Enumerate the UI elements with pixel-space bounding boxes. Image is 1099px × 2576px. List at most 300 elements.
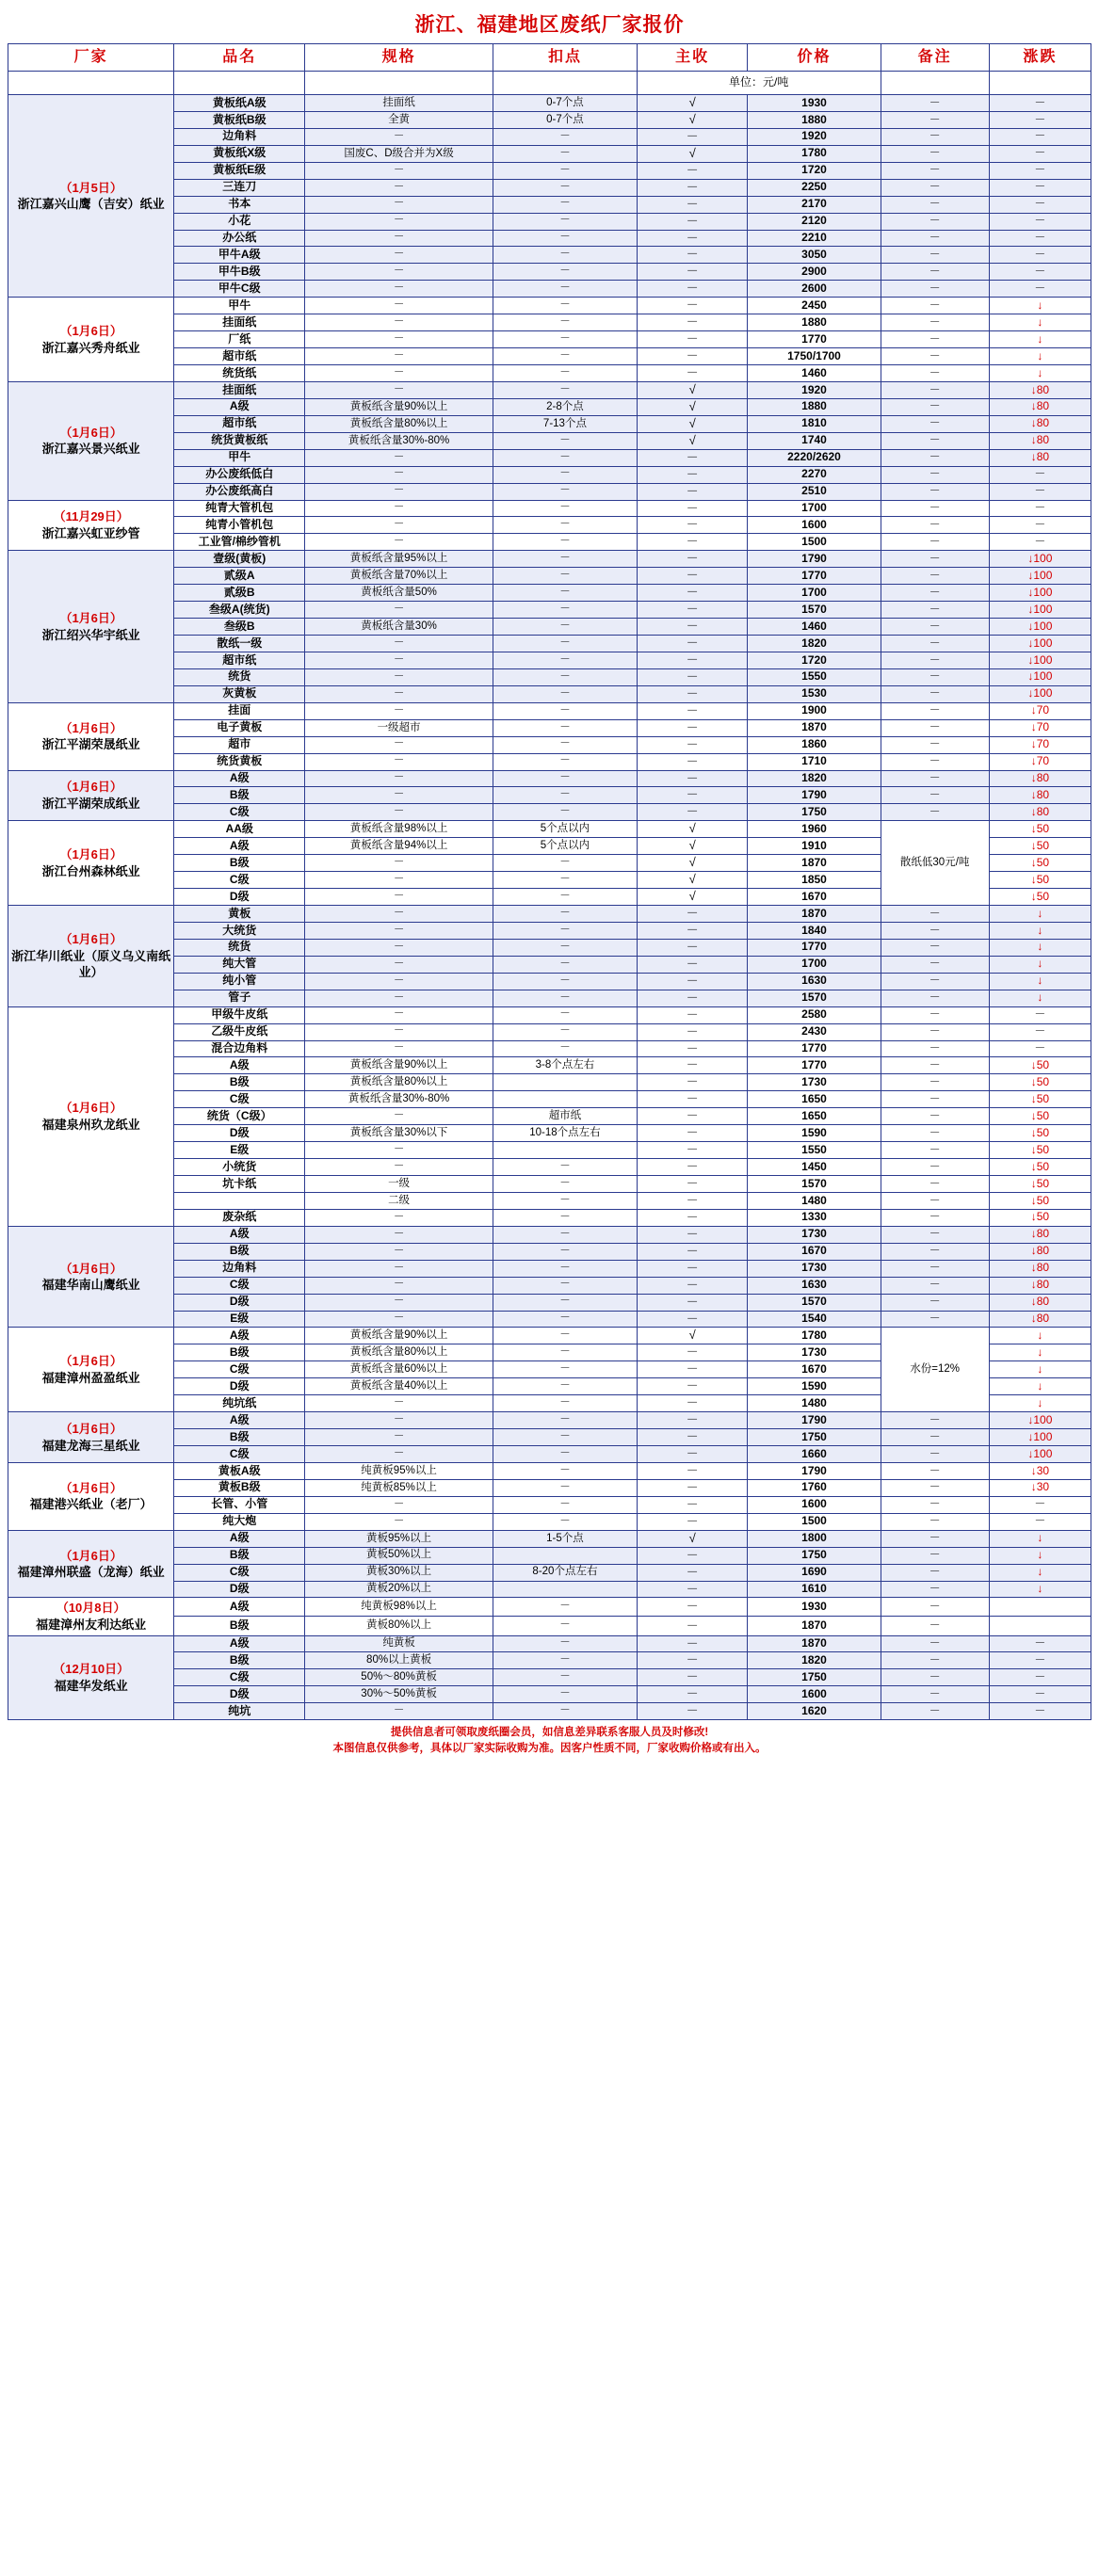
price-value: 1760 (748, 1479, 881, 1496)
product-name: A级 (174, 1412, 305, 1429)
change-value: ↓ (989, 922, 1091, 939)
deduction-value: － (493, 1361, 638, 1378)
main-collect-flag: － (637, 551, 748, 568)
note-cell: － (881, 348, 989, 365)
main-collect-flag: － (637, 1395, 748, 1412)
note-cell: － (881, 719, 989, 736)
note-cell: － (881, 432, 989, 449)
change-value: － (989, 1703, 1091, 1720)
note-cell: － (881, 753, 989, 770)
main-collect-flag: － (637, 196, 748, 213)
factory-cell (8, 381, 174, 500)
product-spec: － (305, 1311, 493, 1328)
price-value: 1700 (748, 585, 881, 602)
main-collect-flag: － (637, 298, 748, 314)
product-name: 超市纸 (174, 652, 305, 668)
factory-cell (8, 500, 174, 551)
product-name: D级 (174, 1686, 305, 1703)
note-cell: － (881, 1192, 989, 1209)
deduction-value: － (493, 770, 638, 787)
main-collect-flag: － (637, 1260, 748, 1277)
note-cell: － (881, 111, 989, 128)
product-name: 长管、小管 (174, 1496, 305, 1513)
note-cell: － (881, 95, 989, 112)
main-collect-flag: － (637, 1361, 748, 1378)
table-row (8, 702, 1091, 719)
price-value: 1590 (748, 1125, 881, 1142)
product-spec: － (305, 1040, 493, 1057)
product-spec: － (305, 685, 493, 702)
change-value: ↓ (989, 1328, 1091, 1344)
product-name: B级 (174, 1547, 305, 1564)
price-value: 1500 (748, 534, 881, 551)
product-spec: － (305, 1243, 493, 1260)
factory-name: 福建华发纸业 (54, 1678, 128, 1693)
product-spec: － (305, 922, 493, 939)
deduction-value: 3-8个点左右 (493, 1057, 638, 1074)
product-name: 纯坑纸 (174, 1395, 305, 1412)
price-value: 1600 (748, 1686, 881, 1703)
deduction-value: － (493, 1429, 638, 1446)
change-value: ↓ (989, 1395, 1091, 1412)
product-spec: － (305, 855, 493, 872)
table-row (8, 1530, 1091, 1547)
main-collect-flag: － (637, 1311, 748, 1328)
deduction-value: － (493, 619, 638, 636)
deduction-value (493, 1074, 638, 1091)
note-cell: 水份=12% (881, 1328, 989, 1412)
change-value: ↓80 (989, 1260, 1091, 1277)
product-spec: － (305, 702, 493, 719)
price-value: 1750 (748, 1547, 881, 1564)
main-collect-flag: － (637, 1635, 748, 1652)
note-cell: － (881, 585, 989, 602)
deduction-value: － (493, 1496, 638, 1513)
product-name: 黄板 (174, 906, 305, 923)
product-spec: － (305, 889, 493, 906)
main-collect-flag: － (637, 1703, 748, 1720)
main-collect-flag: － (637, 517, 748, 534)
change-value: ↓30 (989, 1479, 1091, 1496)
price-value: 2120 (748, 213, 881, 230)
price-value: 1790 (748, 551, 881, 568)
note-cell: － (881, 1159, 989, 1176)
factory-date: （1月6日） (59, 1101, 122, 1116)
change-value: － (989, 500, 1091, 517)
product-spec: 全黄 (305, 111, 493, 128)
note-cell: － (881, 702, 989, 719)
price-value: 1840 (748, 922, 881, 939)
product-name: 统货 (174, 668, 305, 685)
main-collect-flag: － (637, 652, 748, 668)
product-spec: 黄板纸含量90%以上 (305, 1057, 493, 1074)
main-collect-flag: － (637, 1581, 748, 1598)
note-cell: － (881, 298, 989, 314)
note-cell: － (881, 685, 989, 702)
deduction-value: － (493, 264, 638, 281)
product-name: 办公废纸高白 (174, 483, 305, 500)
deduction-value: － (493, 872, 638, 889)
note-cell: － (881, 213, 989, 230)
price-value: 1720 (748, 652, 881, 668)
note-cell: － (881, 1277, 989, 1294)
product-spec: － (305, 990, 493, 1006)
product-name: 统货黄板 (174, 753, 305, 770)
column-header-note: 备注 (881, 44, 989, 72)
column-header-deduction: 扣点 (493, 44, 638, 72)
deduction-value: 8-20个点左右 (493, 1564, 638, 1581)
deduction-value: 0-7个点 (493, 111, 638, 128)
product-spec: 挂面纸 (305, 95, 493, 112)
main-collect-flag: － (637, 668, 748, 685)
product-spec: 纯黄板85%以上 (305, 1479, 493, 1496)
change-value: ↓80 (989, 398, 1091, 415)
product-spec: － (305, 466, 493, 483)
product-name: 黄板A级 (174, 1462, 305, 1479)
price-value: 1780 (748, 145, 881, 162)
product-name: 办公废纸低白 (174, 466, 305, 483)
factory-date: （1月6日） (59, 425, 122, 440)
product-name: 散纸一级 (174, 636, 305, 652)
product-name: E级 (174, 1311, 305, 1328)
change-value: ↓50 (989, 1159, 1091, 1176)
note-cell: － (881, 1547, 989, 1564)
deduction-value: － (493, 1294, 638, 1311)
product-name: 边角料 (174, 128, 305, 145)
product-name: 小花 (174, 213, 305, 230)
note-cell: － (881, 652, 989, 668)
deduction-value: － (493, 1462, 638, 1479)
change-value: － (989, 247, 1091, 264)
product-spec: － (305, 973, 493, 990)
deduction-value: － (493, 1412, 638, 1429)
change-value: ↓80 (989, 1277, 1091, 1294)
main-collect-flag: － (637, 449, 748, 466)
change-value: ↓ (989, 906, 1091, 923)
change-value: ↓ (989, 1581, 1091, 1598)
product-name: 纯小管 (174, 973, 305, 990)
main-collect-flag: √ (637, 821, 748, 838)
change-value: ↓ (989, 1378, 1091, 1395)
product-spec: － (305, 1429, 493, 1446)
product-name: B级 (174, 1429, 305, 1446)
deduction-value (493, 1547, 638, 1564)
deduction-value: － (493, 1159, 638, 1176)
main-collect-flag: － (637, 1652, 748, 1669)
factory-cell (8, 1412, 174, 1463)
main-collect-flag: √ (637, 1530, 748, 1547)
product-spec: － (305, 906, 493, 923)
note-cell: － (881, 1006, 989, 1023)
product-name: A级 (174, 1530, 305, 1547)
main-collect-flag: － (637, 230, 748, 247)
change-value: ↓ (989, 348, 1091, 365)
product-spec: － (305, 213, 493, 230)
change-value: － (989, 1040, 1091, 1057)
deduction-value: － (493, 1446, 638, 1463)
change-value: ↓ (989, 1564, 1091, 1581)
change-value: ↓50 (989, 1091, 1091, 1108)
price-value: 1600 (748, 1496, 881, 1513)
change-value: ↓70 (989, 736, 1091, 753)
deduction-value: － (493, 348, 638, 365)
change-value: ↓ (989, 1361, 1091, 1378)
product-name: 超市纸 (174, 415, 305, 432)
product-name: 黄板纸B级 (174, 111, 305, 128)
change-value: － (989, 145, 1091, 162)
factory-date: （1月6日） (59, 931, 122, 946)
change-value: － (989, 1023, 1091, 1040)
product-name: D级 (174, 889, 305, 906)
main-collect-flag: － (637, 466, 748, 483)
main-collect-flag: － (637, 602, 748, 619)
factory-cell (8, 821, 174, 906)
deduction-value: － (493, 196, 638, 213)
factory-date: （1月5日） (59, 180, 122, 195)
factory-date: （1月6日） (59, 1354, 122, 1369)
change-value: － (989, 1635, 1091, 1652)
change-value: ↓ (989, 314, 1091, 331)
price-value: 1790 (748, 1462, 881, 1479)
main-collect-flag: √ (637, 398, 748, 415)
price-value: 1530 (748, 685, 881, 702)
product-name: 贰级A (174, 568, 305, 585)
deduction-value: － (493, 1328, 638, 1344)
change-value: － (989, 1513, 1091, 1530)
price-value: 1770 (748, 331, 881, 348)
deduction-value: － (493, 213, 638, 230)
table-row (8, 381, 1091, 398)
main-collect-flag: － (637, 1040, 748, 1057)
deduction-value: － (493, 939, 638, 956)
deduction-value: － (493, 602, 638, 619)
deduction-value: － (493, 1479, 638, 1496)
note-cell: － (881, 990, 989, 1006)
factory-date: （11月29日） (53, 509, 129, 524)
product-spec: － (305, 1023, 493, 1040)
product-spec: － (305, 281, 493, 298)
product-spec: － (305, 636, 493, 652)
note-cell: － (881, 602, 989, 619)
table-row (8, 500, 1091, 517)
product-spec: － (305, 1226, 493, 1243)
change-value: － (989, 483, 1091, 500)
price-value: 1770 (748, 939, 881, 956)
product-name: 灰黄板 (174, 685, 305, 702)
column-header-main: 主收 (637, 44, 748, 72)
change-value: ↓ (989, 990, 1091, 1006)
price-value: 1730 (748, 1260, 881, 1277)
price-value: 2170 (748, 196, 881, 213)
table-row (8, 1328, 1091, 1344)
change-value (989, 1598, 1091, 1617)
product-name: B级 (174, 1652, 305, 1669)
factory-cell (8, 95, 174, 298)
price-value: 1730 (748, 1226, 881, 1243)
product-name: A级 (174, 1057, 305, 1074)
main-collect-flag: － (637, 1209, 748, 1226)
change-value: － (989, 517, 1091, 534)
price-value: 1880 (748, 111, 881, 128)
unit-pad-4 (493, 72, 638, 95)
factory-cell (8, 551, 174, 702)
page-title: 浙江、福建地区废纸厂家报价 (414, 13, 685, 36)
price-value: 1790 (748, 1412, 881, 1429)
price-value: 1670 (748, 889, 881, 906)
main-collect-flag: √ (637, 855, 748, 872)
product-spec: 黄板纸含量30%以下 (305, 1125, 493, 1142)
main-collect-flag: － (637, 753, 748, 770)
change-value: ↓100 (989, 685, 1091, 702)
product-spec: － (305, 314, 493, 331)
product-spec: 一级超市 (305, 719, 493, 736)
main-collect-flag: － (637, 1547, 748, 1564)
product-name: 甲牛C级 (174, 281, 305, 298)
deduction-value: － (493, 787, 638, 804)
main-collect-flag: － (637, 636, 748, 652)
main-collect-flag: － (637, 939, 748, 956)
factory-date: （10月8日） (56, 1601, 126, 1616)
product-name: 三连刀 (174, 179, 305, 196)
factory-date: （1月6日） (59, 720, 122, 735)
price-value: 1500 (748, 1513, 881, 1530)
factory-cell (8, 1530, 174, 1598)
product-name: 边角料 (174, 1260, 305, 1277)
note-cell: － (881, 973, 989, 990)
price-value: 1900 (748, 702, 881, 719)
product-spec: 黄板纸含量94%以上 (305, 838, 493, 855)
note-cell: － (881, 162, 989, 179)
note-cell: － (881, 1074, 989, 1091)
note-cell: － (881, 1260, 989, 1277)
note-cell: － (881, 1530, 989, 1547)
price-value: 1820 (748, 1652, 881, 1669)
product-name: 管子 (174, 990, 305, 1006)
product-spec: － (305, 298, 493, 314)
price-value: 1600 (748, 517, 881, 534)
main-collect-flag: － (637, 1412, 748, 1429)
change-value: ↓80 (989, 432, 1091, 449)
price-value: 1670 (748, 1361, 881, 1378)
product-spec: 一级 (305, 1176, 493, 1193)
product-name: D级 (174, 1125, 305, 1142)
product-name: 黄板B级 (174, 1479, 305, 1496)
unit-row (8, 72, 1091, 95)
product-spec: － (305, 196, 493, 213)
change-value: ↓50 (989, 889, 1091, 906)
price-value: 1570 (748, 1294, 881, 1311)
note-cell: － (881, 1142, 989, 1159)
price-value: 1770 (748, 1057, 881, 1074)
change-value: ↓50 (989, 1142, 1091, 1159)
factory-name: 浙江嘉兴秀舟纸业 (41, 340, 140, 355)
price-value: 1550 (748, 668, 881, 685)
deduction-value: － (493, 736, 638, 753)
deduction-value: － (493, 1617, 638, 1635)
main-collect-flag: － (637, 1074, 748, 1091)
note-cell: － (881, 449, 989, 466)
table-row (8, 1006, 1091, 1023)
change-value: ↓80 (989, 381, 1091, 398)
main-collect-flag: － (637, 922, 748, 939)
change-value: － (989, 1669, 1091, 1686)
price-value: 2430 (748, 1023, 881, 1040)
deduction-value: － (493, 1226, 638, 1243)
product-spec: － (305, 956, 493, 973)
product-name: B级 (174, 1074, 305, 1091)
price-value: 1920 (748, 381, 881, 398)
product-name: 厂纸 (174, 331, 305, 348)
change-value: ↓50 (989, 1125, 1091, 1142)
product-name: A级 (174, 398, 305, 415)
deduction-value: － (493, 1703, 638, 1720)
product-name: 混合边角料 (174, 1040, 305, 1057)
product-spec: 黄板纸含量80%以上 (305, 1074, 493, 1091)
product-name: C级 (174, 1091, 305, 1108)
product-name: 黄板纸X级 (174, 145, 305, 162)
deduction-value: － (493, 1395, 638, 1412)
price-value: 2900 (748, 264, 881, 281)
product-name: 黄板纸A级 (174, 95, 305, 112)
price-value: 1930 (748, 1598, 881, 1617)
product-name: C级 (174, 1564, 305, 1581)
change-value: － (989, 111, 1091, 128)
deduction-value: － (493, 1243, 638, 1260)
note-cell: － (881, 1412, 989, 1429)
note-cell: － (881, 787, 989, 804)
change-value: － (989, 213, 1091, 230)
change-value: ↓50 (989, 872, 1091, 889)
main-collect-flag: － (637, 1462, 748, 1479)
product-spec: 黄板纸含量60%以上 (305, 1361, 493, 1378)
table-row (8, 1635, 1091, 1652)
note-cell: － (881, 466, 989, 483)
change-value: ↓80 (989, 1311, 1091, 1328)
product-spec: 纯黄板98%以上 (305, 1598, 493, 1617)
column-header-product: 品名 (174, 44, 305, 72)
main-collect-flag: － (637, 1159, 748, 1176)
main-collect-flag: － (637, 906, 748, 923)
change-value: ↓100 (989, 652, 1091, 668)
deduction-value: － (493, 652, 638, 668)
column-header-spec: 规格 (305, 44, 493, 72)
price-value: 1690 (748, 1564, 881, 1581)
deduction-value: － (493, 1260, 638, 1277)
price-value: 1460 (748, 619, 881, 636)
price-value: 1460 (748, 365, 881, 382)
product-name: C级 (174, 1669, 305, 1686)
change-value: ↓ (989, 956, 1091, 973)
product-name: B级 (174, 1243, 305, 1260)
price-value: 1780 (748, 1328, 881, 1344)
change-value: － (989, 1496, 1091, 1513)
product-name: 挂面纸 (174, 381, 305, 398)
change-value: ↓ (989, 973, 1091, 990)
price-value: 1750 (748, 1669, 881, 1686)
main-collect-flag: － (637, 1243, 748, 1260)
deduction-value: － (493, 956, 638, 973)
table-row (8, 298, 1091, 314)
unit-pad-1 (8, 72, 174, 95)
product-spec: － (305, 1277, 493, 1294)
factory-cell (8, 906, 174, 1007)
factory-cell (8, 702, 174, 770)
product-name: 甲牛 (174, 449, 305, 466)
factory-date: （1月6日） (59, 1548, 122, 1563)
note-cell: － (881, 1429, 989, 1446)
table-row (8, 770, 1091, 787)
product-spec: － (305, 1209, 493, 1226)
